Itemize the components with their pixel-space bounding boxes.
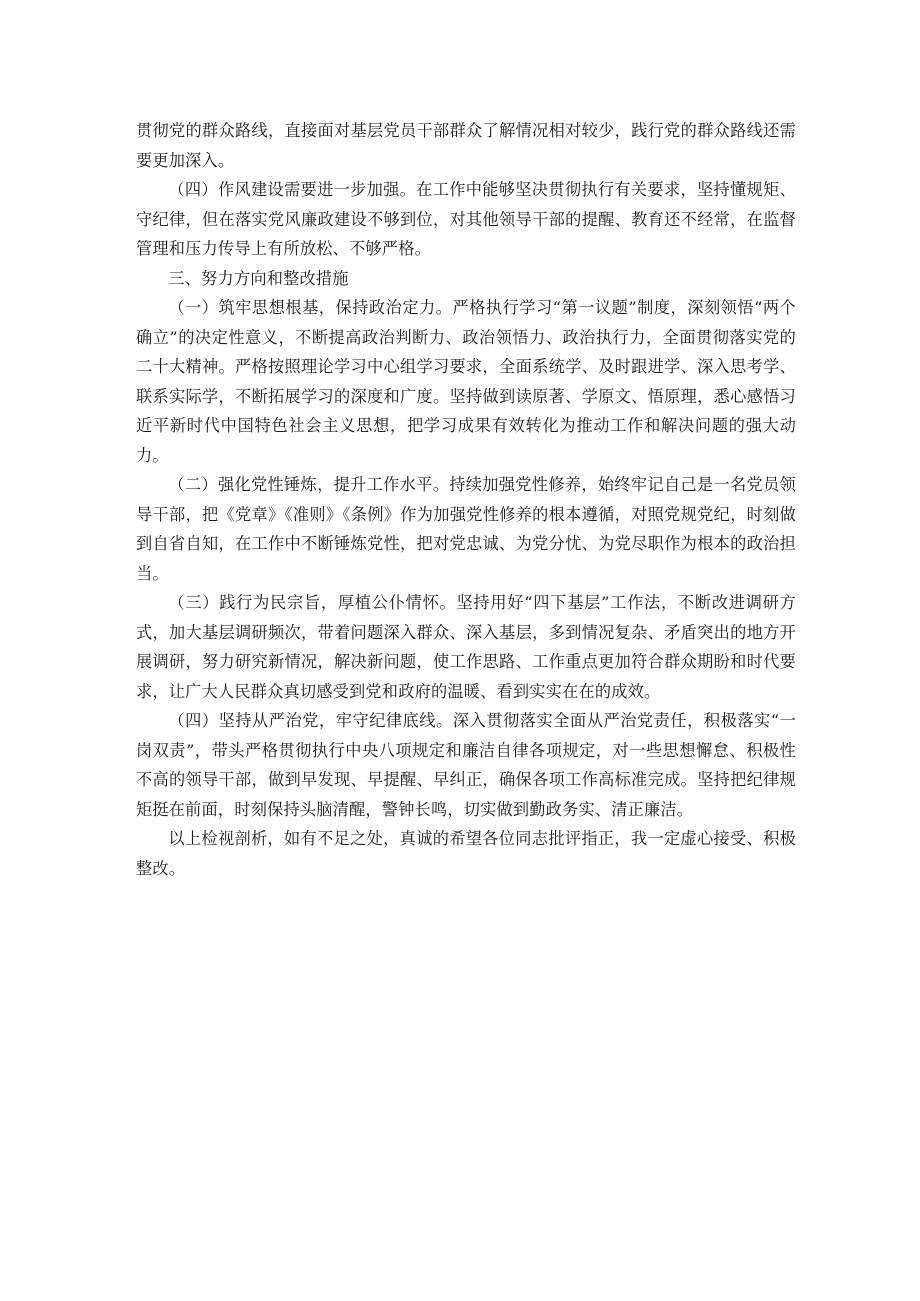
document-page (136, 116, 796, 883)
paragraph-serve-people: （三）践行为民宗旨，厚植公仆情怀。坚持用好“四下基层”工作法，不断改进调研方式，加大基层调研频次，带着问题深入群众、深入基层，多到情况复杂、矛盾突出的地方开展调研，努力研究新情况，解决新问题，使工作思路、工作重点更加符合群众期盼和时代要求，让广大人民群众真切感受到党和政府的温暖、看到实实在在的成效。 (136, 593, 796, 701)
paragraph-party-spirit: （二）强化党性锤炼，提升工作水平。持续加强党性修养，始终牢记自己是一名党员领导干部，把《党章》《准则》《条例》作为加强党性修养的根本遵循，对照党规党纪，时刻做到自省自知，在工作中不断锤炼党性，把对党忠诚、为党分忧、为党尽职作为根本的政治担当。 (136, 475, 796, 583)
continuation-paragraph: 贯彻党的群众路线，直接面对基层党员干部群众了解情况相对较少，践行党的群众路线还需要更加深入。 (136, 121, 796, 170)
paragraph-ideology: （一）筑牢思想根基，保持政治定力。严格执行学习“第一议题”制度，深刻领悟“两个确立”的决定性意义，不断提高政治判断力、政治领悟力、政治执行力，全面贯彻落实党的二十大精神。严格按照理论学习中心组学习要求，全面系统学、及时跟进学、深入思考学、联系实际学，不断拓展学习的深度和广度。坚持做到读原著、学原文、悟原理，悉心感悟习近平新时代中国特色社会主义思想，把学习成果有效转化为推动工作和解决问题的强大动力。 (136, 298, 796, 465)
closing-paragraph: 以上检视剖析，如有不足之处，真诚的希望各位同志批评指正，我一定虚心接受、积极整改。 (136, 829, 796, 878)
section-heading: 三、努力方向和整改措施 (168, 268, 349, 288)
paragraph-strict-governance: （四）坚持从严治党，牢守纪律底线。深入贯彻落实全面从严治党责任，积极落实“一岗双责”，带头严格贯彻执行中央八项规定和廉洁自律各项规定，对一些思想懈怠、积极性不高的领导干部，做到早发现、早提醒、早纠正，确保各项工作高标准完成。坚持把纪律规矩挺在前面，时刻保持头脑清醒，警钟长鸣，切实做到勤政务实、清正廉洁。 (136, 711, 796, 819)
paragraph-work-style: （四）作风建设需要进一步加强。在工作中能够坚决贯彻执行有关要求，坚持懂规矩、守纪律，但在落实党风廉政建设不够到位，对其他领导干部的提醒、教育还不经常，在监督管理和压力传导上有所放松、不够严格。 (136, 180, 796, 258)
